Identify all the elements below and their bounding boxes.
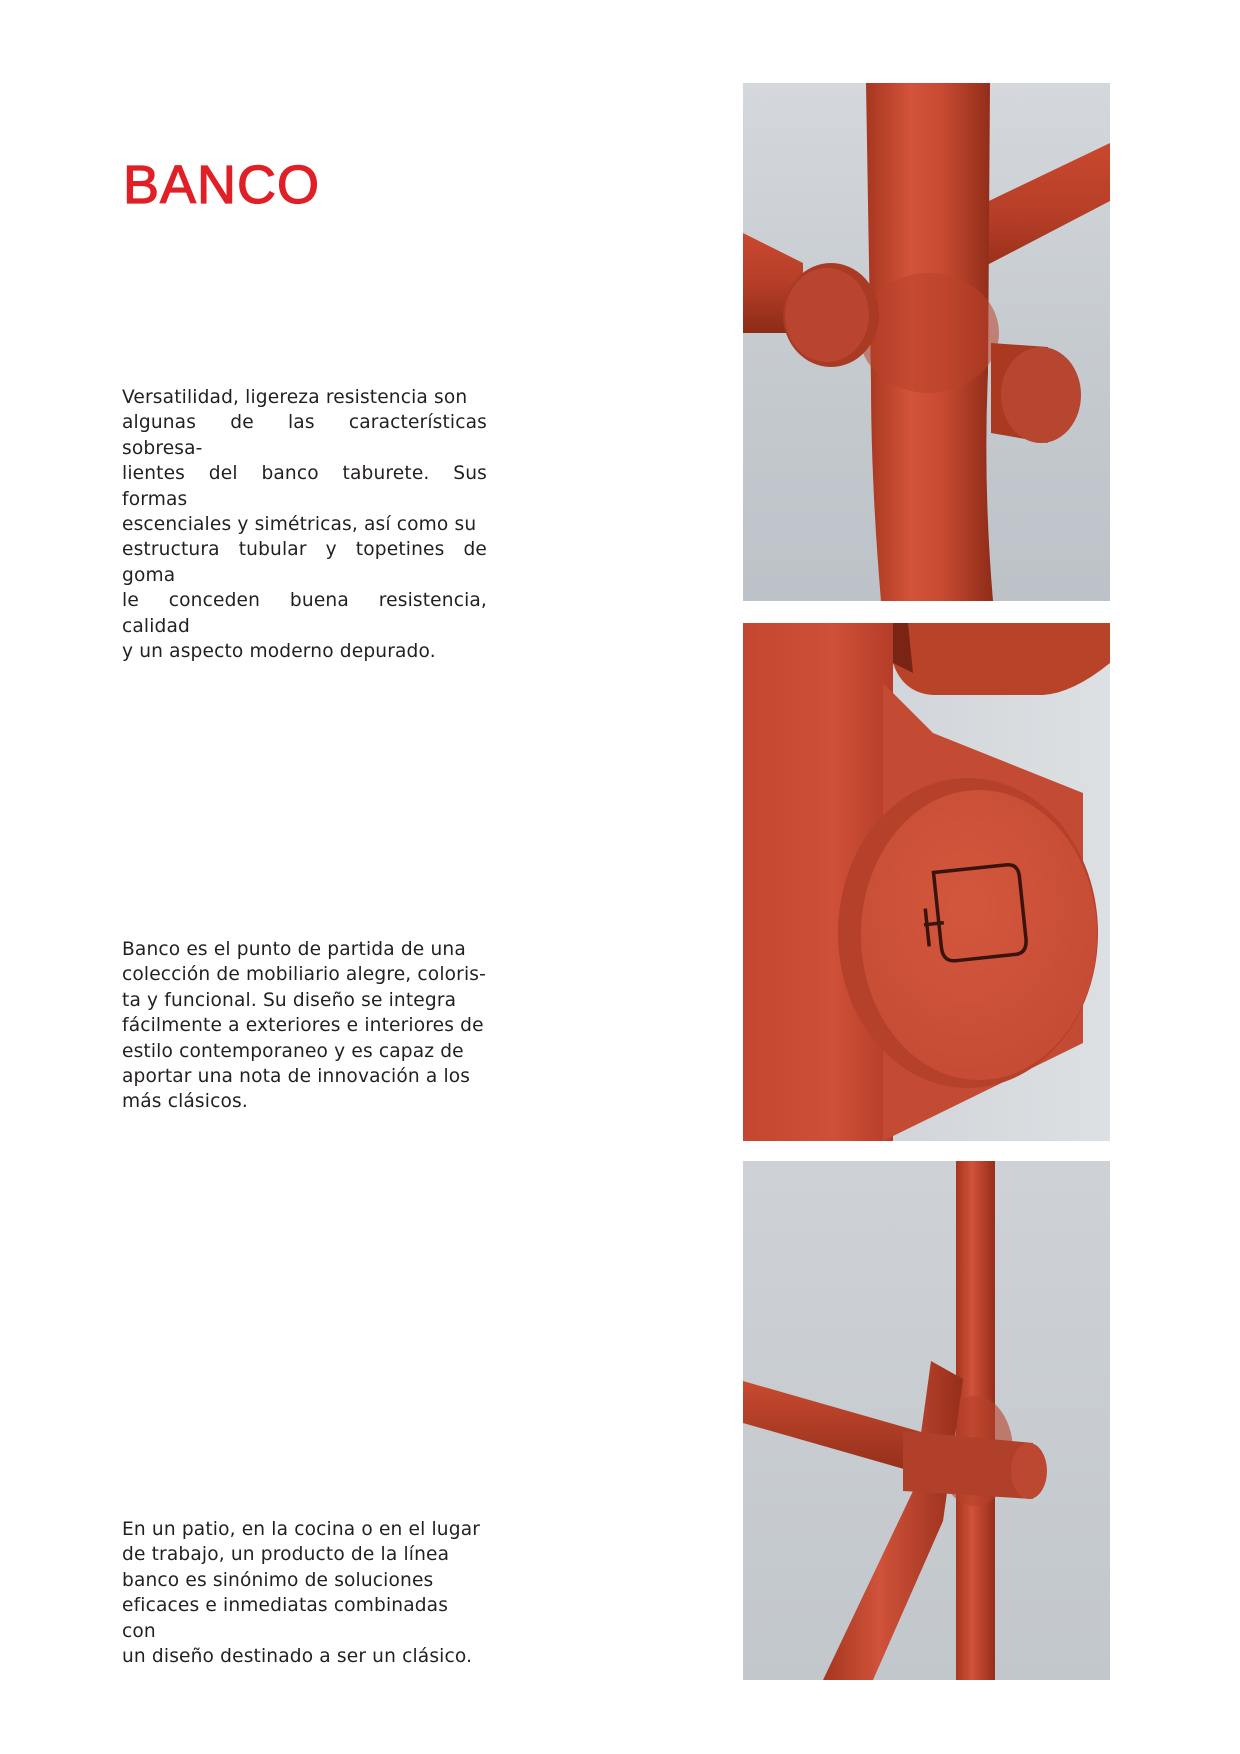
paragraph-versatility: Versatilidad, ligereza resistencia son algunas de las características sobresa- lientes del banco taburete. Sus formas escenciales y simétricas, así como su estructura tubular y topetines de goma le conceden buena resistencia, calidad y un aspecto moderno depurado. <box>122 387 487 663</box>
paragraph-collection: Banco es el punto de partida de una colección de mobiliario alegre, coloris- ta y funcional. Su diseño se integra fácilmente a exteriores e interiores de estilo contemporaneo y es capaz de aportar una nota de innovación a los más clásicos. <box>122 939 486 1113</box>
page-title: BANCO <box>123 155 321 215</box>
end-cap-logo-photo <box>743 623 1110 1141</box>
tube-joint-photo <box>743 83 1110 601</box>
paragraph-usage: En un patio, en la cocina o en el lugar de trabajo, un producto de la línea banco es sinónimo de soluciones eficaces e inmediatas combinadas con un diseño destinado a ser un clásico. <box>122 1519 481 1668</box>
frame-crossbars-photo <box>743 1161 1110 1680</box>
